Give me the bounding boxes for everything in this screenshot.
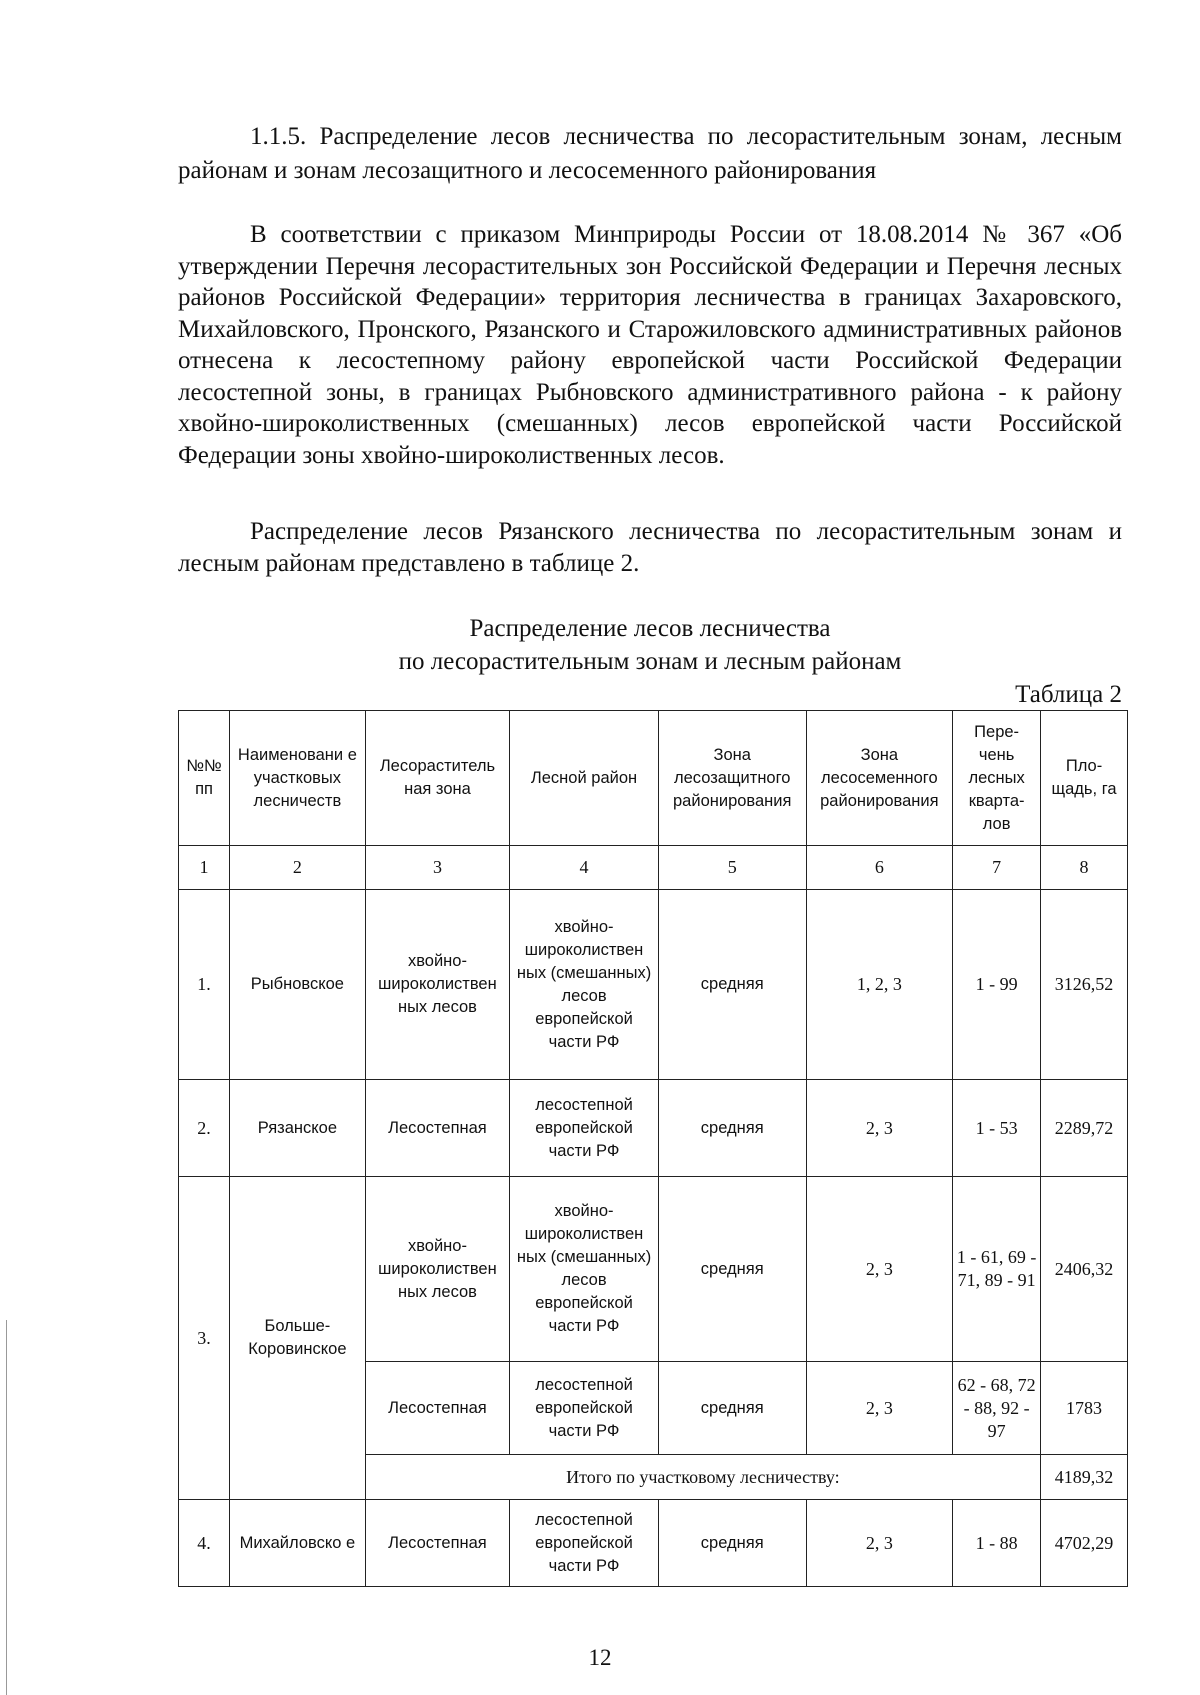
cell-seed-zone: 2, 3 [806, 1500, 953, 1587]
table-row [179, 890, 1128, 1080]
cell-name: Больше- Коровинское [230, 1177, 366, 1500]
cell-district: лесостепной европейской части РФ [510, 1080, 659, 1177]
cell-district: лесостепной европейской части РФ [510, 1362, 659, 1455]
cell-protect-zone: средняя [658, 1500, 806, 1587]
cell-name: Рыбновское [230, 890, 366, 1080]
column-number-row [179, 846, 1128, 890]
scan-margin-line [6, 1320, 7, 1695]
table-header-row [179, 711, 1128, 846]
cell-no: 3. [179, 1177, 230, 1500]
cell-seed-zone: 1, 2, 3 [806, 890, 953, 1080]
cell-district: хвойно- широколиствен ных (смешанных) лесов европейской части РФ [510, 1177, 659, 1362]
column-number: 6 [806, 846, 953, 890]
cell-quarters: 1 - 53 [953, 1080, 1041, 1177]
cell-no: 2. [179, 1080, 230, 1177]
forest-distribution-table [178, 710, 1128, 1587]
cell-quarters: 1 - 99 [953, 890, 1041, 1080]
cell-zone: Лесостепная [365, 1500, 509, 1587]
column-number: 5 [658, 846, 806, 890]
cell-quarters: 1 - 88 [953, 1500, 1041, 1587]
header-area: Пло- щадь, га [1041, 711, 1128, 846]
header-district: Лесной район [510, 711, 659, 846]
column-number: 4 [510, 846, 659, 890]
table-label: Таблица 2 [1015, 681, 1122, 708]
cell-protect-zone: средняя [658, 890, 806, 1080]
table-caption [178, 612, 1122, 678]
table-caption-line-2: по лесорастительным зонам и лесным районам [398, 648, 902, 675]
cell-area: 2406,32 [1041, 1177, 1128, 1362]
cell-total-label: Итого по участковому лесничеству: [365, 1455, 1040, 1500]
cell-zone: хвойно- широколиствен ных лесов [365, 1177, 509, 1362]
body-paragraph-1: В соответствии с приказом Минприроды России от 18.08.2014 № 367 «Об утверждении Перечня лесорастительных зон Российской Федерации и Перечня лесных районов Российской Федерации» территория лесничества в границах Захаровского, Михайловского, Пронского, Рязанского и Старожиловского административных районов отнесена к лесостепному району европейской части Российской Федерации лесостепной зоны, в границах Рыбновского административного района - к району хвойно-широколиственных (смешанных) лесов европейской части Российской Федерации зоны хвойно-широколиственных лесов. [178, 221, 1122, 469]
table-caption-line-1: Распределение лесов лесничества [469, 615, 831, 642]
header-zone: Лесораститель ная зона [365, 711, 509, 846]
cell-name: Рязанское [230, 1080, 366, 1177]
header-quarters: Пере- чень лесных кварта- лов [953, 711, 1041, 846]
header-no: №№ пп [179, 711, 230, 846]
section-heading: 1.1.5. Распределение лесов лесничества по лесорастительным зонам, лесным районам и зонам лесозащитного и лесосеменного районирования [178, 123, 1122, 184]
cell-seed-zone: 2, 3 [806, 1362, 953, 1455]
cell-seed-zone: 2, 3 [806, 1080, 953, 1177]
cell-area: 4702,29 [1041, 1500, 1128, 1587]
cell-protect-zone: средняя [658, 1080, 806, 1177]
cell-district: лесостепной европейской части РФ [510, 1500, 659, 1587]
header-seed-zone: Зона лесосеменного районирования [806, 711, 953, 846]
table-row [179, 1177, 1128, 1362]
table-row [179, 1500, 1128, 1587]
cell-seed-zone: 2, 3 [806, 1177, 953, 1362]
cell-area: 2289,72 [1041, 1080, 1128, 1177]
cell-area: 1783 [1041, 1362, 1128, 1455]
cell-quarters: 62 - 68, 72 - 88, 92 - 97 [953, 1362, 1041, 1455]
cell-quarters: 1 - 61, 69 - 71, 89 - 91 [953, 1177, 1041, 1362]
cell-protect-zone: средняя [658, 1177, 806, 1362]
column-number: 7 [953, 846, 1041, 890]
header-protect-zone: Зона лесозащитного районирования [658, 711, 806, 846]
cell-no: 1. [179, 890, 230, 1080]
header-name: Наименовани е участковых лесничеств [230, 711, 366, 846]
cell-zone: Лесостепная [365, 1080, 509, 1177]
cell-no: 4. [179, 1500, 230, 1587]
cell-protect-zone: средняя [658, 1362, 806, 1455]
column-number: 8 [1041, 846, 1128, 890]
cell-name: Михайловско е [230, 1500, 366, 1587]
cell-zone: хвойно- широколиствен ных лесов [365, 890, 509, 1080]
column-number: 1 [179, 846, 230, 890]
column-number: 3 [365, 846, 509, 890]
table-row [179, 1080, 1128, 1177]
cell-area: 3126,52 [1041, 890, 1128, 1080]
cell-total-area: 4189,32 [1041, 1455, 1128, 1500]
page-number: 12 [588, 1645, 612, 1670]
body-paragraph-2: Распределение лесов Рязанского лесничества по лесорастительным зонам и лесным районам представлено в таблице 2. [178, 518, 1122, 577]
column-number: 2 [230, 846, 366, 890]
cell-district: хвойно- широколиствен ных (смешанных) лесов европейской части РФ [510, 890, 659, 1080]
cell-zone: Лесостепная [365, 1362, 509, 1455]
